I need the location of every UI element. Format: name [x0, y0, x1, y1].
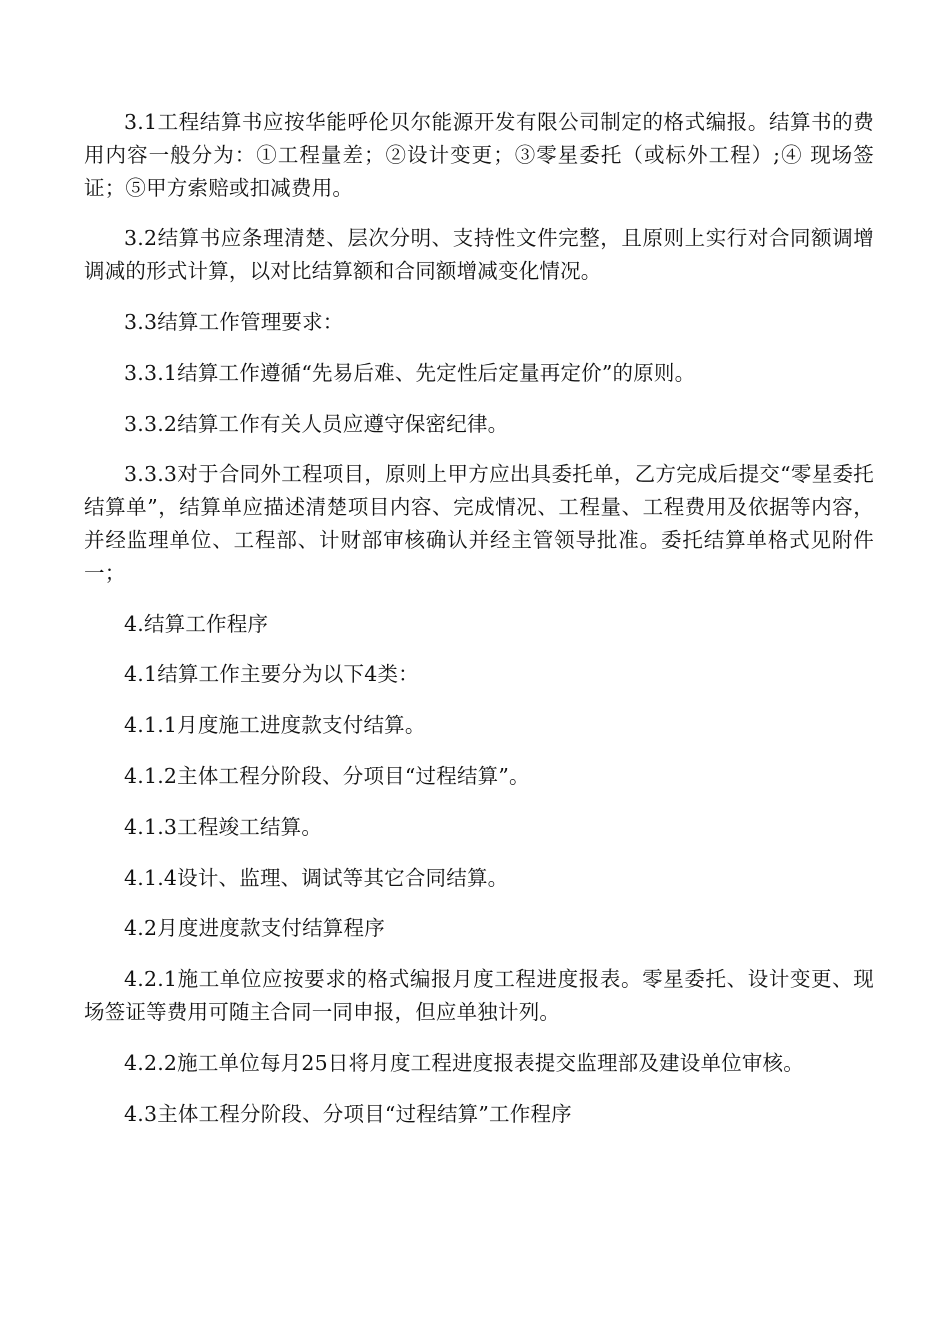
paragraph-4-1-2: 4.1.2主体工程分阶段、分项目“过程结算”。: [124, 763, 530, 788]
paragraph-3-3-1: 3.3.1结算工作遵循“先易后难、先定性后定量再定价”的原则。: [124, 360, 696, 385]
paragraph-4-2-1: 4.2.1施工单位应按要求的格式编报月度工程进度报表。零星委托、设计变更、现场签证等费用可随主合同一同申报，但应单独计列。: [84, 967, 874, 1024]
paragraph-4-3: 4.3主体工程分阶段、分项目“过程结算”工作程序: [124, 1101, 572, 1126]
paragraph-3-3: 3.3结算工作管理要求：: [124, 309, 344, 334]
paragraph-3-3-2: 3.3.2结算工作有关人员应遵守保密纪律。: [124, 411, 509, 436]
paragraph-4-1-4: 4.1.4设计、监理、调试等其它合同结算。: [124, 865, 509, 890]
paragraph-3-2: 3.2结算书应条理清楚、层次分明、支持性文件完整，且原则上实行对合同额调增调减的形式计算，以对比结算额和合同额增减变化情况。: [84, 226, 874, 284]
paragraph-3-3-3: 3.3.3对于合同外工程项目，原则上甲方应出具委托单，乙方完成后提交“零星委托结算单”，结算单应描述清楚项目内容、完成情况、工程量、工程费用及依据等内容，并经监理单位、工程部、计财部审核确认并经主管领导批准。委托结算单格式见附件一；: [84, 462, 874, 585]
paragraph-4-2: 4.2月度进度款支付结算程序: [124, 916, 385, 941]
paragraph-4-1-3: 4.1.3工程竣工结算。: [124, 814, 323, 839]
paragraph-3-1: 3.1工程结算书应按华能呼伦贝尔能源开发有限公司制定的格式编报。结算书的费用内容一般分为：①工程量差；②设计变更；③零星委托（或标外工程）;④ 现场签证；⑤甲方索赔或扣减费用。: [84, 110, 874, 200]
document-body: [84, 106, 874, 1148]
paragraph-4-1: 4.1结算工作主要分为以下4类：: [124, 662, 419, 687]
paragraph-4-2-2: 4.2.2施工单位每月25日将月度工程进度报表提交监理部及建设单位审核。: [124, 1050, 804, 1075]
paragraph-4-1-1: 4.1.1月度施工进度款支付结算。: [124, 713, 426, 738]
heading-4: 4.结算工作程序: [124, 611, 269, 636]
